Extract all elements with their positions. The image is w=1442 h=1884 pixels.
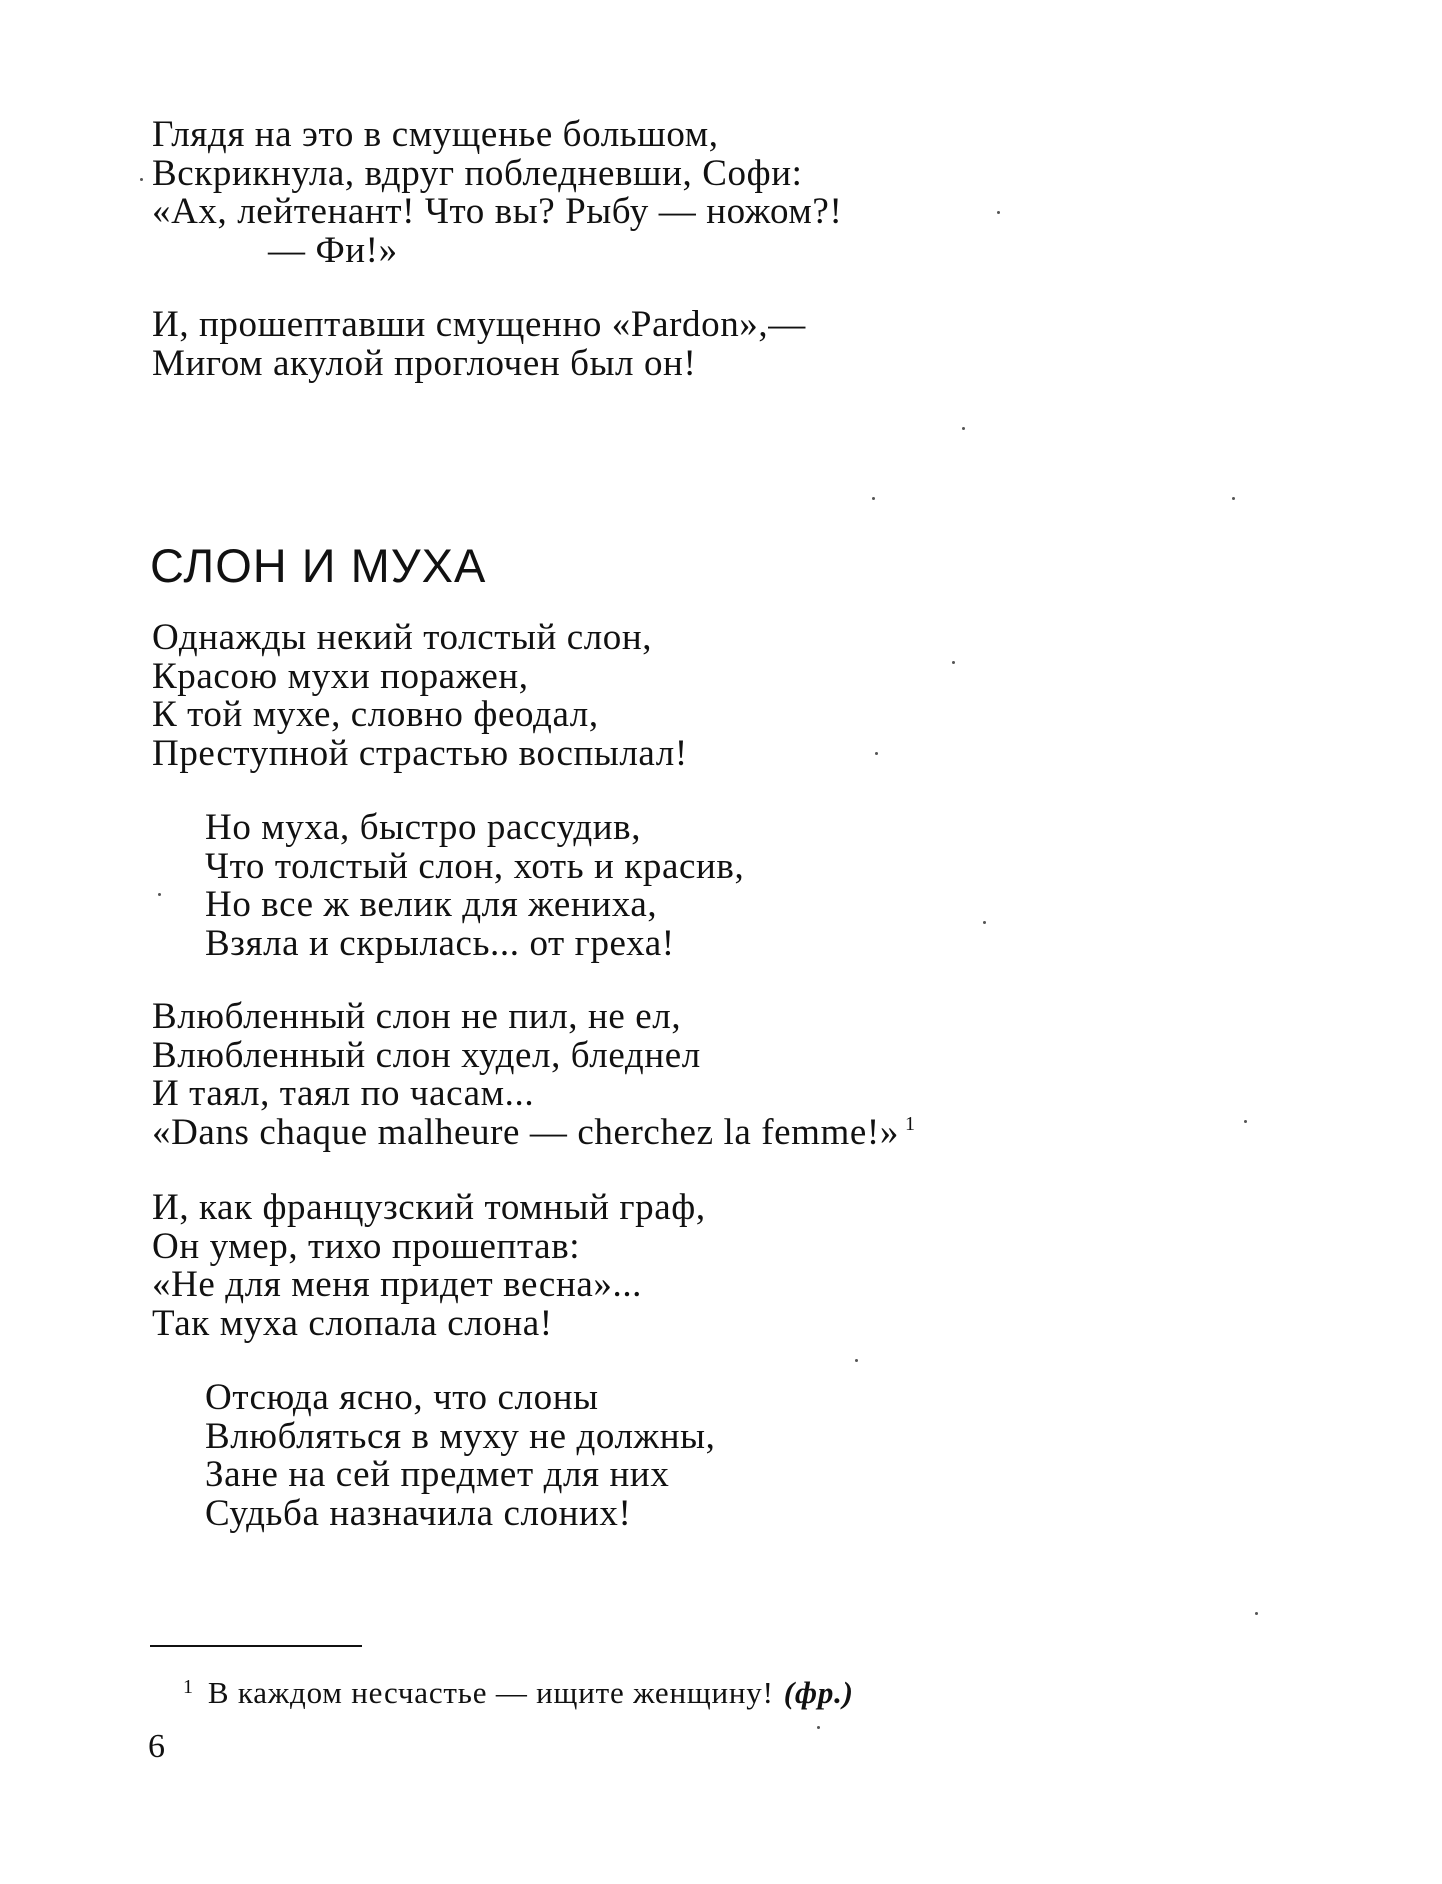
verse-line: Однажды некий толстый слон, — [152, 617, 653, 658]
verse-line: К той мухе, словно феодал, — [152, 694, 599, 735]
poem-stanza-4 — [152, 1189, 706, 1343]
verse-line-with-footnote — [152, 1111, 916, 1153]
poem-stanza-1 — [152, 619, 688, 773]
verse-line: Влюбляться в муху не должны, — [205, 1415, 716, 1457]
poem-stanza-3 — [152, 998, 916, 1152]
footnote — [183, 1667, 854, 1713]
footnote-reference[interactable]: 1 — [904, 1112, 916, 1135]
verse-line: Но муха, быстро рассудив, — [205, 807, 642, 848]
scan-speck — [962, 427, 965, 430]
verse-line: Что толстый слон, хоть и красив, — [205, 845, 745, 887]
scan-speck — [158, 893, 161, 896]
poem-stanza-5 — [205, 1379, 715, 1533]
footnote-language-note: (фр.) — [783, 1675, 854, 1710]
footnote-divider — [150, 1645, 362, 1647]
scan-speck — [1244, 1120, 1247, 1123]
scan-speck — [855, 1359, 858, 1362]
poem-stanza-2 — [205, 809, 744, 963]
poem-title: СЛОН И МУХА — [150, 539, 487, 592]
verse-line: Судьба назначила слоних! — [205, 1492, 632, 1534]
scan-speck — [140, 178, 143, 181]
previous-poem-stanza-1 — [152, 116, 842, 270]
verse-line: Но все ж велик для жениха, — [205, 884, 658, 925]
verse-line: «Ах, лейтенант! Что вы? Рыбу — ножом?! — [152, 191, 843, 232]
verse-line: Так муха слопала слона! — [152, 1302, 553, 1344]
footnote-mark: 1 — [183, 1676, 194, 1698]
verse-line: Отсюда ясно, что слоны — [205, 1377, 599, 1418]
verse-line: Он умер, тихо прошептав: — [152, 1225, 581, 1267]
scan-speck — [983, 921, 986, 924]
previous-poem-stanza-2 — [152, 306, 806, 383]
verse-line: «Не для меня придет весна»... — [152, 1264, 643, 1305]
scan-speck — [875, 752, 878, 755]
scan-speck — [1255, 1612, 1258, 1615]
verse-line: Влюбленный слон не пил, не ел, — [152, 996, 682, 1037]
verse-line: Зане на сей предмет для них — [205, 1454, 670, 1495]
verse-line: Мигом акулой проглочен был он! — [152, 342, 697, 384]
verse-line: Влюбленный слон худел, бледнел — [152, 1034, 701, 1076]
footnote-text: В каждом несчастье — ищите женщину! — [207, 1675, 774, 1710]
scan-speck — [1232, 497, 1235, 500]
verse-line: И, как французский томный граф, — [152, 1187, 706, 1228]
verse-line: Вскрикнула, вдруг побледневши, Софи: — [152, 152, 803, 194]
verse-line: И, прошептавши смущенно «Pardon»,— — [152, 304, 806, 345]
verse-line-text: «Dans chaque malheure — cherchez la femme!» — [152, 1111, 899, 1153]
verse-line: Красою мухи поражен, — [152, 655, 529, 697]
page-number: 6 — [148, 1728, 165, 1765]
verse-line: И таял, таял по часам... — [152, 1073, 535, 1114]
verse-line: — Фи!» — [268, 229, 398, 271]
verse-line: Преступной страстью воспылал! — [152, 732, 688, 774]
scan-speck — [817, 1726, 820, 1729]
verse-line: Взяла и скрылась... от греха! — [205, 922, 675, 964]
verse-line: Глядя на это в смущенье большом, — [152, 114, 719, 155]
scan-speck — [872, 497, 875, 500]
scan-speck — [952, 661, 955, 664]
scan-speck — [997, 211, 1000, 214]
